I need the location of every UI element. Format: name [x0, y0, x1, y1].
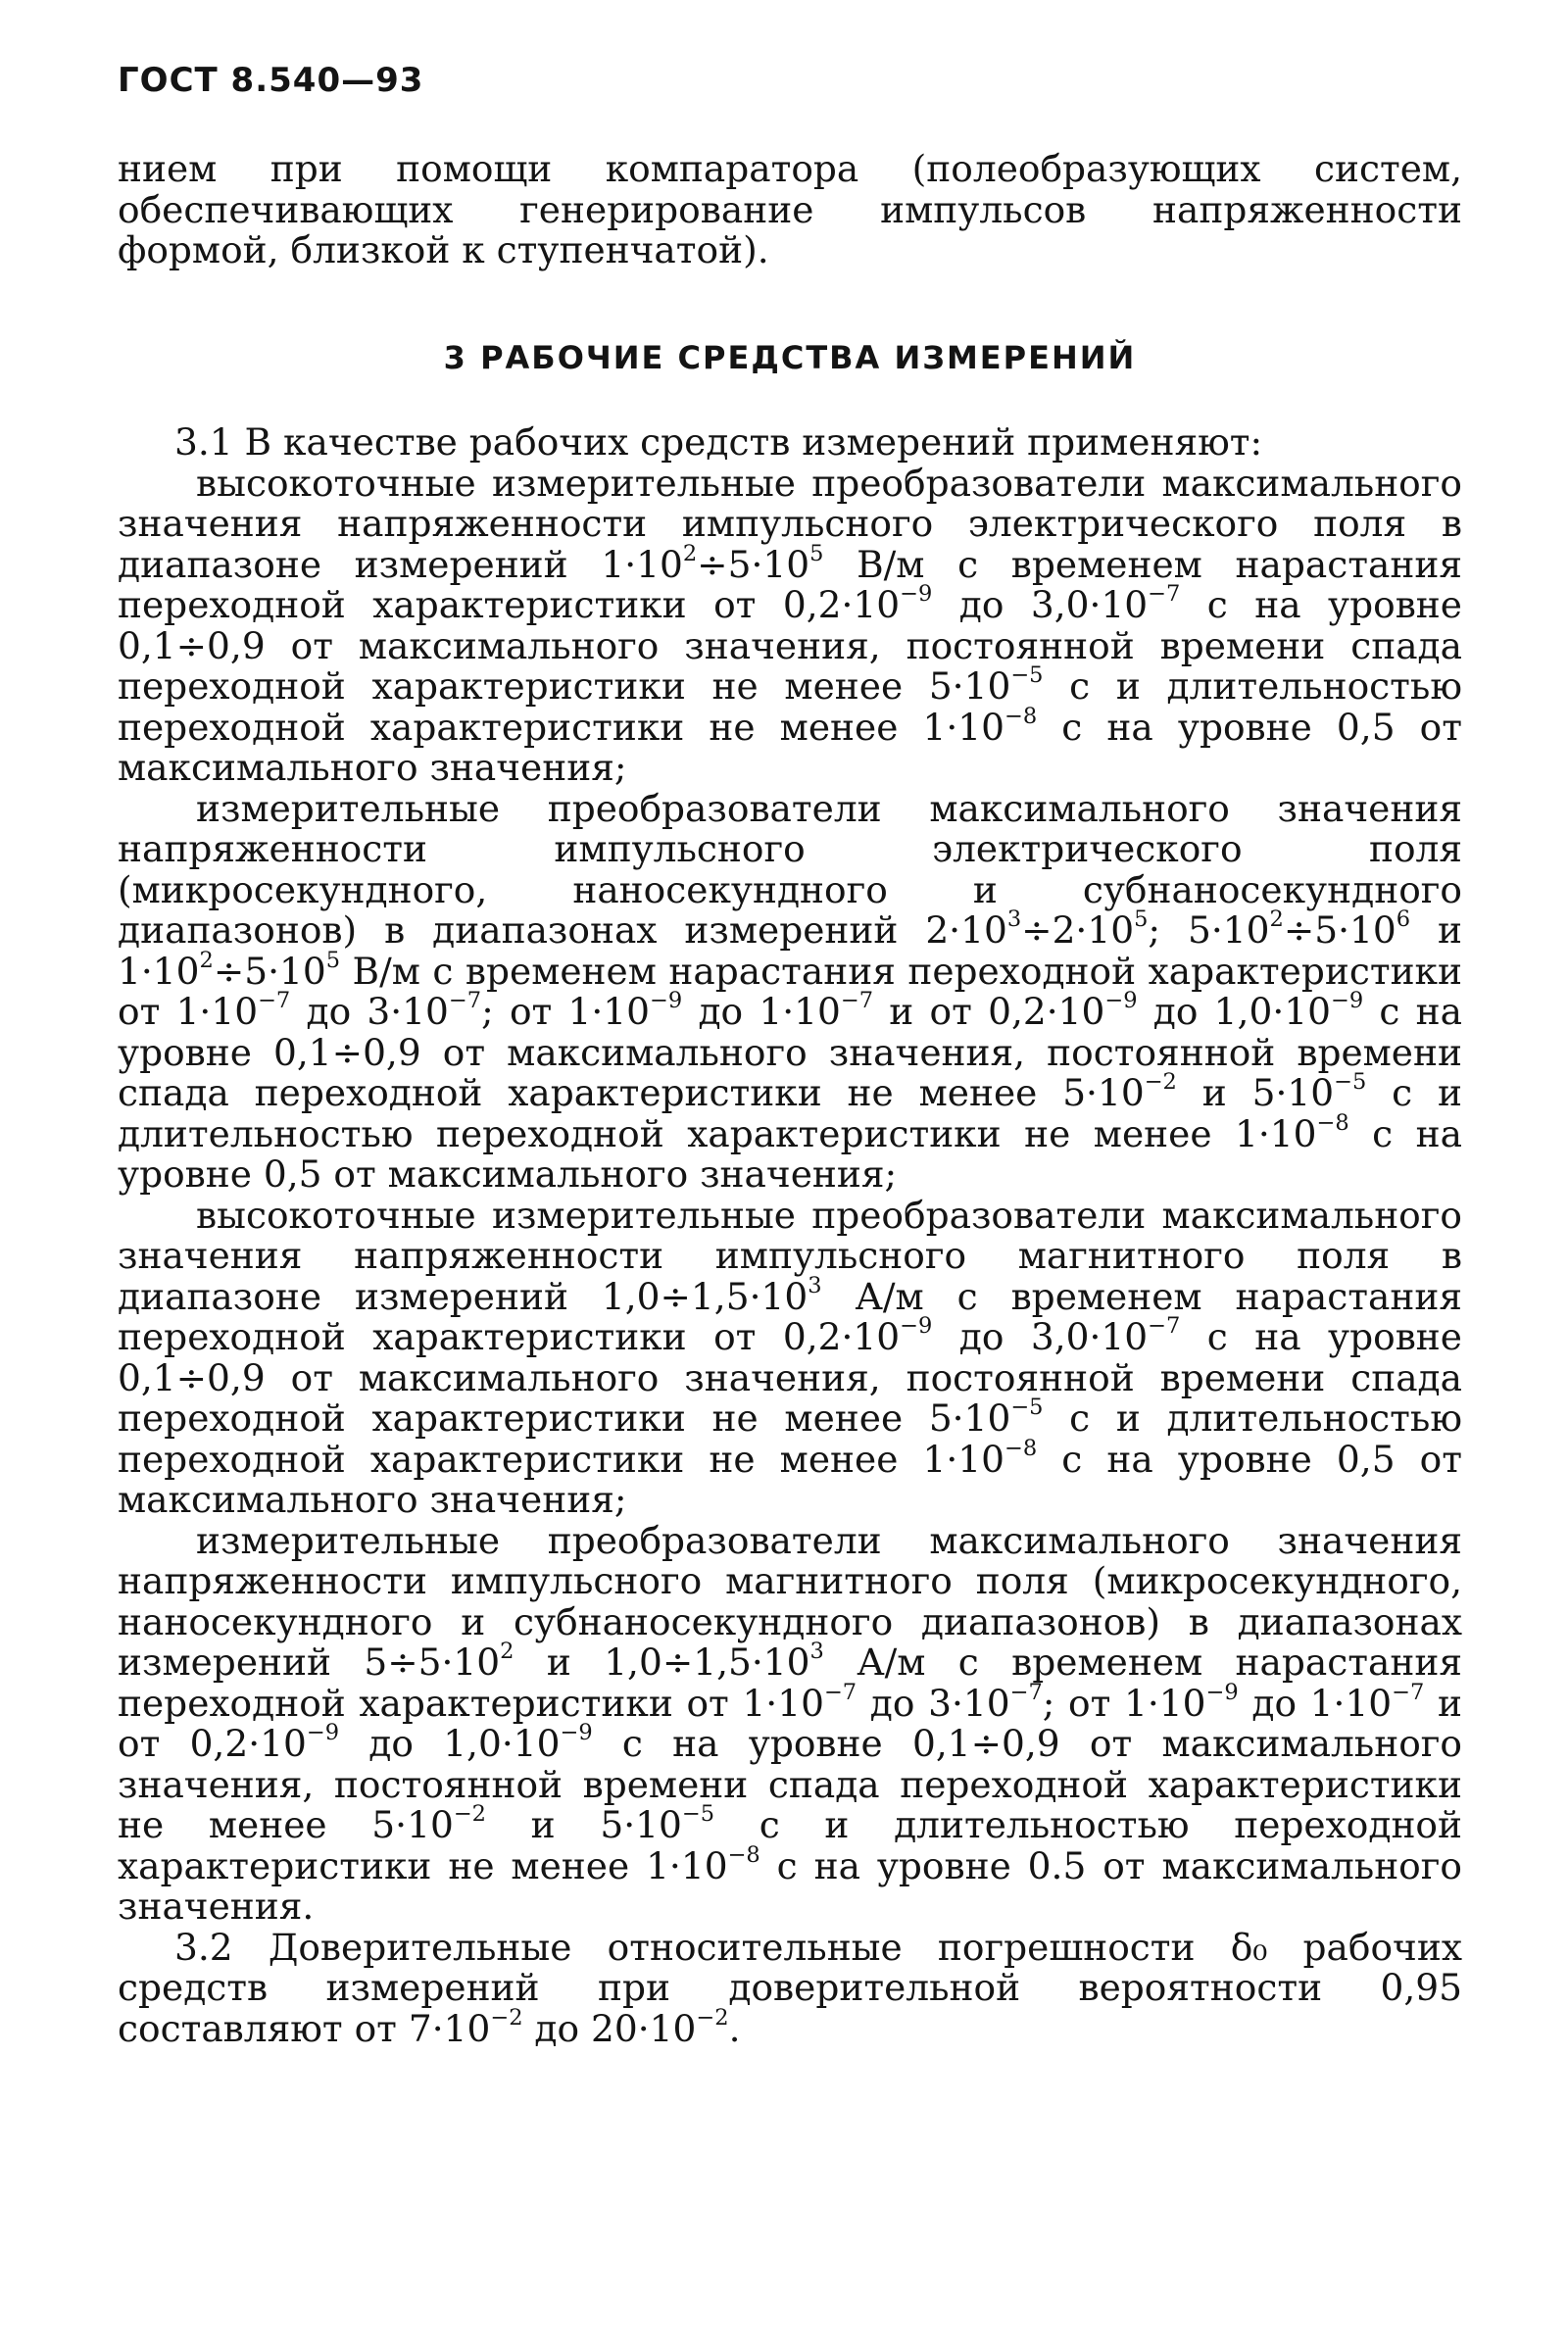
paragraph-3-2: 3.2 Доверительные относительные погрешности δ₀ рабочих средств измерений при доверительной вероятности 0,95 составляют от $7\cdot 10^{-2}$ до $20\cdot 10^{-2}$.: [118, 1925, 1462, 2050]
list-item-1: высокоточные измерительные преобразователи максимального значения напряженности импульсного электрического поля в диапазоне измерений $1\cdot 10^2\div 5\cdot 10^5$ В/м с временем нарастания переходной характеристики от $0,2\cdot 10^{-9}$ до $3,0\cdot 10^{-7}$ с на уровне 0,1÷0,9 от максимального значения, постоянной времени спада переходной характеристики не менее $5\cdot 10^{-5}$ с и длительностью переходной характеристики не менее $1\cdot 10^{-8}$ с на уровне 0,5 от максимального значения;: [118, 461, 1462, 789]
section-body: [118, 422, 1462, 2049]
list-item-3: высокоточные измерительные преобразователи максимального значения напряженности импульсного магнитного поля в диапазоне измерений $1,0\div 1,5\cdot 10^3$ А/м с временем нарастания переходной характеристики от $0,2\cdot 10^{-9}$ до $3,0\cdot 10^{-7}$ с на уровне 0,1÷0,9 от максимального значения, постоянной времени спада переходной характеристики не менее $5\cdot 10^{-5}$ с и длительностью переходной характеристики не менее $1\cdot 10^{-8}$ с на уровне 0,5 от максимального значения;: [118, 1193, 1463, 1521]
paragraph-3-1: 3.1 В качестве рабочих средств измерений применяют:: [174, 420, 1263, 464]
document-header: ГОСТ 8.540—93: [118, 61, 424, 100]
list-item-2: измерительные преобразователи максимального значения напряженности импульсного электрического поля (микросекундного, наносекундного и субнаносекундного диапазонов) в диапазонах измерений $2\cdot 10^3\div 2\cdot 10^5$; $5\cdot 10^2\div 5\cdot 10^6$ и $1\cdot 10^2\div 5\cdot 10^5$ В/м с временем нарастания переходной характеристики от $1\cdot 10^{-7}$ до $3\cdot 10^{-7}$; от $1\cdot 10^{-9}$ до $1\cdot 10^{-7}$ и от $0,2\cdot 10^{-9}$ до $1,0\cdot 10^{-9}$ с на уровне 0,1÷0,9 от максимального значения, постоянной времени спада переходной характеристики не менее $5\cdot 10^{-2}$ и $5\cdot 10^{-5}$ с и длительностью переходной характеристики не менее $1\cdot 10^{-8}$ с на уровне 0,5 от максимального значения;: [118, 786, 1462, 1196]
intro-paragraph: нием при помощи компаратора (полеобразующих систем, обеспечивающих генерирование импульсов напряженности формой, близкой к ступенчатой).: [118, 147, 1462, 271]
list-item-4: измерительные преобразователи максимального значения напряженности импульсного магнитного поля (микросекундного, наносекундного и субнаносекундного диапазонов) в диапазонах измерений $5\div 5\cdot 10^2$ и $1,0\div 1,5\cdot 10^3$ А/м с временем нарастания переходной характеристики от $1\cdot 10^{-7}$ до $3\cdot 10^{-7}$; от $1\cdot 10^{-9}$ до $1\cdot 10^{-7}$ и от $0,2\cdot 10^{-9}$ до $1,0\cdot 10^{-9}$ с на уровне 0,1÷0,9 от максимального значения, постоянной времени спада переходной характеристики не менее $5\cdot 10^{-2}$ и $5\cdot 10^{-5}$ с и длительностью переходной характеристики не менее $1\cdot 10^{-8}$ с на уровне 0.5 от максимального значения.: [118, 1518, 1463, 1928]
section-title: 3 РАБОЧИЕ СРЕДСТВА ИЗМЕРЕНИЙ: [443, 339, 1137, 376]
